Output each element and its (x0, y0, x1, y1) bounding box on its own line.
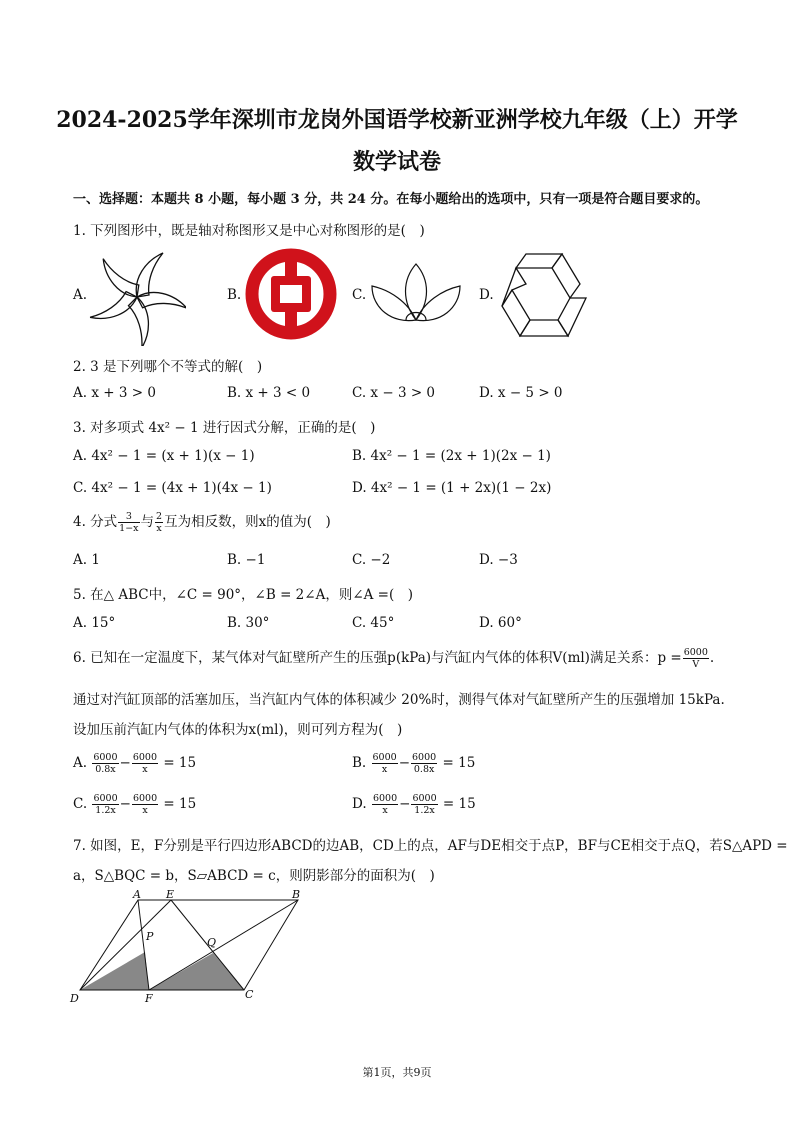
parallelogram-figure (66, 888, 316, 1008)
q4-mid: 与 (140, 514, 155, 530)
q2-option-a: A. x + 3 > 0 (73, 385, 156, 401)
q6-line1-pre: 6. 已知在一定温度下，某气体对气缸壁所产生的压强p(kPa)与汽缸内气体的体积V(ml)满足关系：p = (73, 650, 682, 666)
q6-option-d: D. $\frac{6000}{x}$ − $\frac{6000}{1.2x}$ = 15 (352, 793, 476, 816)
q6-a-label: A. (73, 755, 88, 771)
point-a-label: A (133, 888, 141, 901)
q4-f1-num: 3 (118, 511, 139, 523)
lotus-figure (368, 258, 464, 340)
q4-option-a: A. 1 (73, 552, 100, 568)
q1-label-b: B. (227, 287, 242, 303)
q6-option-c: C. $\frac{6000}{1.2x}$ − $\frac{6000}{x}$ = 15 (73, 793, 197, 816)
title-line-1: 2024-2025学年深圳市龙岗外国语学校新亚洲学校九年级（上）开学 (56, 107, 738, 133)
point-b-label: B (292, 888, 301, 901)
q4-post: 互为相反数，则x的值为( ) (164, 514, 331, 530)
q5-option-a: A. 15° (73, 615, 116, 631)
q4-f1-den: 1−x (119, 523, 139, 534)
triangle-bars-figure (498, 250, 590, 340)
page-footer: 第1页，共9页 (362, 1066, 432, 1079)
q6-d-frac-2: $\frac{6000}{1.2x}$ (412, 793, 437, 816)
q2-option-b: B. x + 3 < 0 (227, 385, 311, 401)
q3-option-b: B. 4x² − 1 = (2x + 1)(2x − 1) (352, 448, 551, 464)
q5-stem: 5. 在△ ABC中，∠C = 90°，∠B = 2∠A，则∠A =( ) (73, 587, 414, 603)
q2-option-c: C. x − 3 > 0 (352, 385, 436, 401)
q3-option-d: D. 4x² − 1 = (1 + 2x)(1 − 2x) (352, 480, 552, 496)
q6-c-label: C. (73, 796, 88, 812)
q6-a-frac-1: $\frac{6000}{0.8x}$ (93, 752, 118, 775)
q6-b-label: B. (352, 755, 367, 771)
q4-f2-den: x (156, 523, 162, 534)
q4-f2-num: 2 (156, 511, 163, 522)
q2-stem: 2. 3 是下列哪个不等式的解( ) (73, 359, 263, 375)
q1-label-d: D. (479, 287, 494, 303)
point-d-label: D (70, 992, 79, 1005)
q2-option-d: D. x − 5 > 0 (479, 385, 563, 401)
point-f-label: F (145, 992, 153, 1005)
q3-option-a: A. 4x² − 1 = (x + 1)(x − 1) (73, 448, 255, 464)
shaded-triangle-left (80, 952, 149, 990)
q6-line-1 (73, 646, 714, 670)
q6-line1-post: . (709, 650, 715, 666)
q7-line-1: 7. 如图，E，F分别是平行四边形ABCD的边AB，CD上的点，AF与DE相交于点P，BF与CE相交于点Q，若S△APD = (73, 838, 788, 854)
q6-a-frac-2: $\frac{6000}{x}$ (132, 752, 158, 775)
q6-line-2: 通过对汽缸顶部的活塞加压，当汽缸内气体的体积减少 20%时，测得气体对气缸壁所产生的压强增加 15kPa. (73, 692, 725, 708)
q4-fraction-2 (155, 511, 163, 534)
q5-option-c: C. 45° (352, 615, 395, 631)
q6-b-frac-2: $\frac{6000}{0.8x}$ (412, 752, 437, 775)
q4-option-c: C. −2 (352, 552, 391, 568)
q1-stem: 1. 下列图形中，既是轴对称图形又是中心对称图形的是( ) (73, 223, 425, 239)
q3-option-c: C. 4x² − 1 = (4x + 1)(4x − 1) (73, 480, 272, 496)
point-p-label: P (146, 930, 154, 943)
q4-option-b: B. −1 (227, 552, 266, 568)
q6-c-frac-2: $\frac{6000}{x}$ (132, 793, 158, 816)
q5-option-b: B. 30° (227, 615, 270, 631)
q4-stem (73, 510, 331, 534)
q3-stem: 3. 对多项式 4x² − 1 进行因式分解，正确的是( ) (73, 420, 376, 436)
q6-relation-fraction (683, 647, 709, 670)
q4-fraction-1 (118, 511, 139, 534)
shaded-triangle-right (149, 953, 244, 990)
q6-option-a: A. $\frac{6000}{0.8x}$ − $\frac{6000}{x}$ = 15 (73, 752, 197, 775)
point-q-label: Q (207, 936, 217, 949)
bank-logo-figure (244, 247, 338, 341)
q6-d-label: D. (352, 796, 367, 812)
q1-label-a: A. (73, 287, 88, 303)
q6-d-frac-1: $\frac{6000}{x}$ (372, 793, 398, 816)
q4-option-d: D. −3 (479, 552, 518, 568)
q4-pre: 4. 分式 (73, 514, 118, 530)
point-c-label: C (245, 988, 254, 1001)
title-line-2: 数学试卷 (352, 149, 441, 175)
section-heading: 一、选择题：本题共 8 小题，每小题 3 分，共 24 分。在每小题给出的选项中，只有一项是符合题目要求的。 (73, 192, 709, 207)
q6-b-frac-1: $\frac{6000}{x}$ (372, 752, 397, 775)
pinwheel-figure (88, 248, 186, 346)
q6-rel-num: 6000 (683, 647, 708, 658)
q5-option-d: D. 60° (479, 615, 522, 631)
q1-label-c: C. (352, 287, 367, 303)
q6-rel-den: V (692, 659, 700, 670)
q7-line-2: a，S△BQC = b，S▱ABCD = c，则阴影部分的面积为( ) (73, 868, 435, 884)
q6-option-b: B. $\frac{6000}{x}$ − $\frac{6000}{0.8x}$ = 15 (352, 752, 476, 775)
point-e-label: E (166, 888, 175, 901)
q6-line-3: 设加压前汽缸内气体的体积为x(ml)，则可列方程为( ) (73, 722, 403, 738)
q6-c-frac-1: $\frac{6000}{1.2x}$ (93, 793, 118, 816)
